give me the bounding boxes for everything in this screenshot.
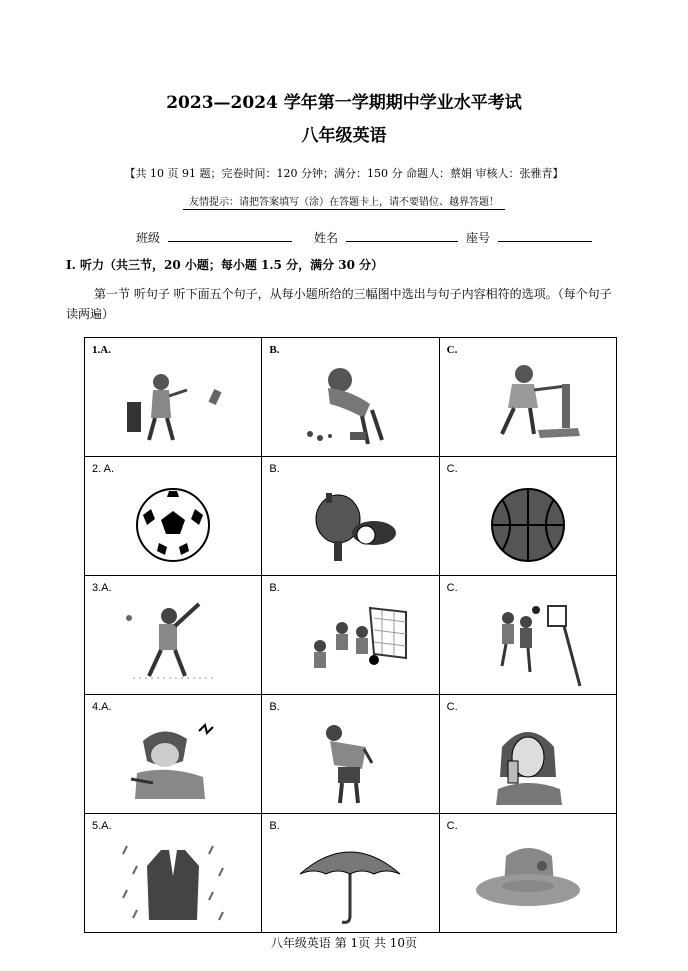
option-cell <box>262 814 439 933</box>
section-instruction: 第一节 听句子 听下面五个句子，从每小题所给的三幅图中选出与句子内容相符的选项。（每个句子读两遍） <box>66 287 612 321</box>
exam-meta: 【共 10 页 91 题；完卷时间：120 分钟；满分：150 分 命题人：蔡娟 审核人：张雅青】 <box>124 167 564 180</box>
option-label: 2. A. <box>92 463 115 475</box>
kids-soccer-goal-icon <box>290 598 410 688</box>
basketball-icon <box>468 479 588 569</box>
rain-coat-icon <box>113 836 233 926</box>
question-row-4 <box>85 695 617 814</box>
exam-tip <box>0 193 688 208</box>
seat-label: 座号 <box>466 231 491 245</box>
option-cell <box>85 695 262 814</box>
picture-grid <box>84 337 617 933</box>
girl-throwing-trash-icon <box>113 360 233 450</box>
name-field[interactable] <box>346 229 458 242</box>
backache-man-icon <box>290 717 410 807</box>
class-field[interactable] <box>168 229 292 242</box>
option-label: 1.A. <box>92 344 111 356</box>
option-label: C. <box>446 344 458 356</box>
baseball-player-icon <box>113 598 233 688</box>
option-label: B. <box>269 701 280 713</box>
girl-picking-up-litter-icon <box>290 360 410 450</box>
ping-pong-icon <box>290 479 410 569</box>
option-cell <box>439 814 616 933</box>
option-cell <box>85 457 262 576</box>
option-label: C. <box>446 463 458 475</box>
exam-title: 2023—2024 学年第一学期期中学业水平考试 <box>166 93 522 113</box>
option-cell <box>439 457 616 576</box>
option-label: C. <box>446 701 458 713</box>
tip-text: 友情提示：请把答案填写（涂）在答题卡上，请不要错位、越界答题！ <box>183 197 505 210</box>
option-cell <box>439 338 616 457</box>
question-row-2 <box>85 457 617 576</box>
option-cell <box>262 695 439 814</box>
question-row-1 <box>85 338 617 457</box>
option-cell <box>262 576 439 695</box>
page-footer: 八年级英语 第 1页 共 10页 <box>270 936 418 950</box>
option-cell <box>439 695 616 814</box>
option-label: 3.A. <box>92 582 112 594</box>
option-label: B. <box>269 463 280 475</box>
option-label: B. <box>269 582 280 594</box>
option-cell <box>85 576 262 695</box>
basketball-players-icon <box>468 598 588 688</box>
option-label: B. <box>269 344 280 356</box>
option-cell <box>439 576 616 695</box>
option-label: 4.A. <box>92 701 112 713</box>
question-row-5 <box>85 814 617 933</box>
option-cell <box>262 338 439 457</box>
soccer-ball-icon <box>113 479 233 569</box>
option-label: C. <box>446 582 458 594</box>
girl-sweeping-icon <box>468 360 588 450</box>
exam-subtitle: 八年级英语 <box>301 126 387 146</box>
class-label: 班级 <box>136 231 161 245</box>
headache-woman-icon <box>113 717 233 807</box>
student-info <box>136 229 592 246</box>
option-label: 5.A. <box>92 820 112 832</box>
option-label: B. <box>269 820 280 832</box>
option-cell <box>262 457 439 576</box>
sun-hat-icon <box>468 836 588 926</box>
toothache-woman-icon <box>468 717 588 807</box>
seat-field[interactable] <box>498 229 592 242</box>
option-cell <box>85 338 262 457</box>
name-label: 姓名 <box>314 231 339 245</box>
section-heading: I. 听力（共三节，20 小题；每小题 1.5 分，满分 30 分） <box>66 258 384 272</box>
option-cell <box>85 814 262 933</box>
umbrella-icon <box>290 836 410 926</box>
question-row-3 <box>85 576 617 695</box>
option-label: C. <box>446 820 458 832</box>
